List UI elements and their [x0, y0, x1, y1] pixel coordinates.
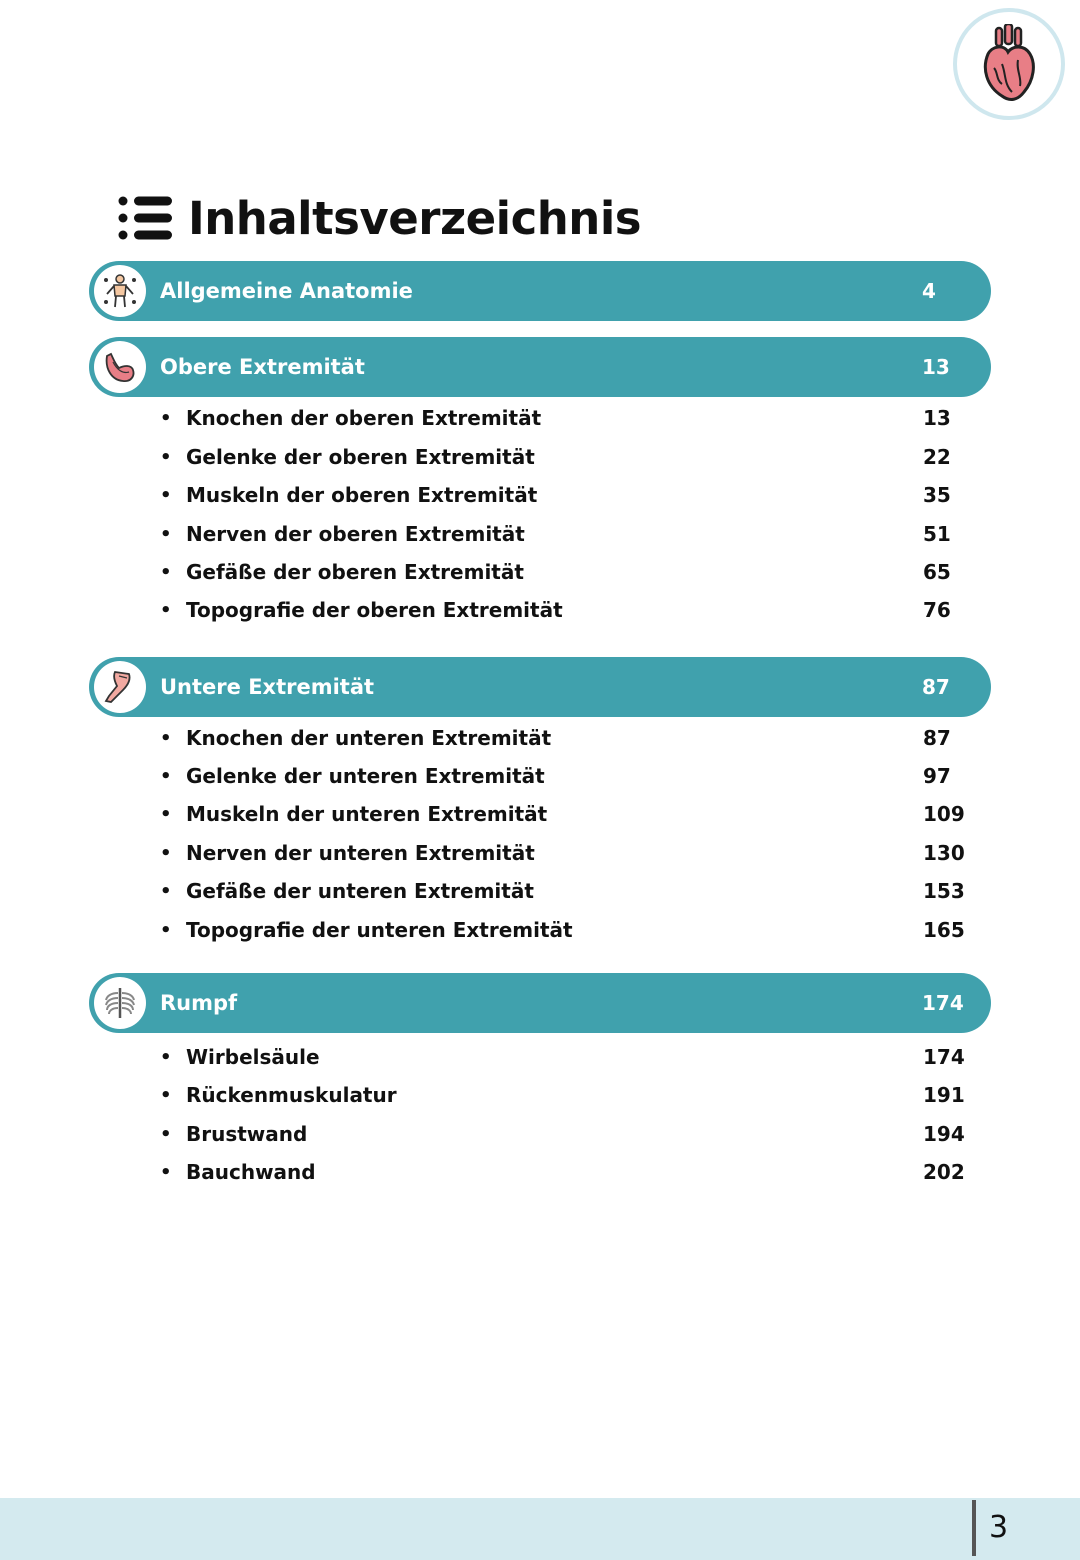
toc-item[interactable] — [160, 480, 980, 510]
page-title: Inhaltsverzeichnis — [188, 191, 642, 245]
footer-divider — [972, 1500, 976, 1556]
toc-item-label: Topografie der unteren Extremität — [186, 918, 573, 942]
bullet: • — [160, 446, 172, 468]
toc-item[interactable] — [160, 1119, 980, 1149]
toc-item-label: Nerven der oberen Extremität — [186, 522, 525, 546]
bullet: • — [160, 842, 172, 864]
heart-logo — [953, 8, 1065, 120]
toc-item-page: 191 — [923, 1083, 965, 1107]
arm-muscle-icon — [94, 341, 146, 393]
ribcage-icon — [94, 977, 146, 1029]
bullet: • — [160, 484, 172, 506]
toc-item[interactable] — [160, 876, 980, 906]
bullet: • — [160, 1046, 172, 1068]
bullet: • — [160, 561, 172, 583]
section-title: Untere Extremität — [160, 675, 375, 699]
bullet: • — [160, 1123, 172, 1145]
toc-item-label: Brustwand — [186, 1122, 308, 1146]
toc-item-page: 76 — [923, 598, 951, 622]
toc-item[interactable] — [160, 799, 980, 829]
toc-item[interactable] — [160, 403, 980, 433]
list-icon — [118, 195, 174, 241]
toc-item-label: Wirbelsäule — [186, 1045, 320, 1069]
toc-item[interactable] — [160, 519, 980, 549]
human-body-icon — [94, 265, 146, 317]
toc-item[interactable] — [160, 723, 980, 753]
toc-item-label: Rückenmuskulatur — [186, 1083, 397, 1107]
toc-item[interactable] — [160, 1157, 980, 1187]
toc-item-label: Muskeln der unteren Extremität — [186, 802, 548, 826]
toc-item-page: 65 — [923, 560, 951, 584]
bullet: • — [160, 599, 172, 621]
section-page: 13 — [922, 355, 950, 379]
toc-item-page: 35 — [923, 483, 951, 507]
section-untere-extremitaet[interactable] — [89, 657, 991, 717]
bullet: • — [160, 765, 172, 787]
bullet: • — [160, 919, 172, 941]
bullet: • — [160, 523, 172, 545]
toc-item[interactable] — [160, 595, 980, 625]
toc-item-page: 174 — [923, 1045, 965, 1069]
toc-item-page: 87 — [923, 726, 951, 750]
toc-item-label: Gelenke der oberen Extremität — [186, 445, 535, 469]
bullet: • — [160, 880, 172, 902]
toc-item[interactable] — [160, 1080, 980, 1110]
section-title: Allgemeine Anatomie — [160, 279, 413, 303]
toc-item-label: Gefäße der oberen Extremität — [186, 560, 524, 584]
page-number: 3 — [989, 1510, 1009, 1545]
toc-item-page: 13 — [923, 406, 951, 430]
toc-item-label: Nerven der unteren Extremität — [186, 841, 535, 865]
toc-item-page: 109 — [923, 802, 965, 826]
toc-item-label: Gefäße der unteren Extremität — [186, 879, 534, 903]
bullet: • — [160, 1161, 172, 1183]
section-page: 4 — [922, 279, 936, 303]
section-allgemeine-anatomie[interactable] — [89, 261, 991, 321]
toc-item-page: 130 — [923, 841, 965, 865]
toc-item-page: 97 — [923, 764, 951, 788]
toc-item[interactable] — [160, 915, 980, 945]
section-title: Rumpf — [160, 991, 238, 1015]
section-page: 174 — [922, 991, 964, 1015]
toc-item-page: 165 — [923, 918, 965, 942]
toc-item[interactable] — [160, 761, 980, 791]
section-title: Obere Extremität — [160, 355, 365, 379]
section-page: 87 — [922, 675, 950, 699]
toc-item-label: Knochen der unteren Extremität — [186, 726, 552, 750]
bullet: • — [160, 803, 172, 825]
toc-header — [118, 188, 641, 248]
toc-item-page: 194 — [923, 1122, 965, 1146]
leg-icon — [94, 661, 146, 713]
bullet: • — [160, 1084, 172, 1106]
section-obere-extremitaet[interactable] — [89, 337, 991, 397]
toc-item-label: Knochen der oberen Extremität — [186, 406, 542, 430]
bullet: • — [160, 407, 172, 429]
toc-item-page: 22 — [923, 445, 951, 469]
toc-item[interactable] — [160, 838, 980, 868]
section-rumpf[interactable] — [89, 973, 991, 1033]
toc-item-page: 202 — [923, 1160, 965, 1184]
heart-icon — [978, 24, 1040, 104]
toc-item[interactable] — [160, 557, 980, 587]
bullet: • — [160, 727, 172, 749]
toc-item-label: Bauchwand — [186, 1160, 316, 1184]
toc-item-label: Gelenke der unteren Extremität — [186, 764, 545, 788]
toc-item[interactable] — [160, 1042, 980, 1072]
toc-item-page: 51 — [923, 522, 951, 546]
toc-item-label: Topografie der oberen Extremität — [186, 598, 563, 622]
toc-item-page: 153 — [923, 879, 965, 903]
footer-band — [0, 1498, 1080, 1560]
toc-item-label: Muskeln der oberen Extremität — [186, 483, 538, 507]
toc-item[interactable] — [160, 442, 980, 472]
